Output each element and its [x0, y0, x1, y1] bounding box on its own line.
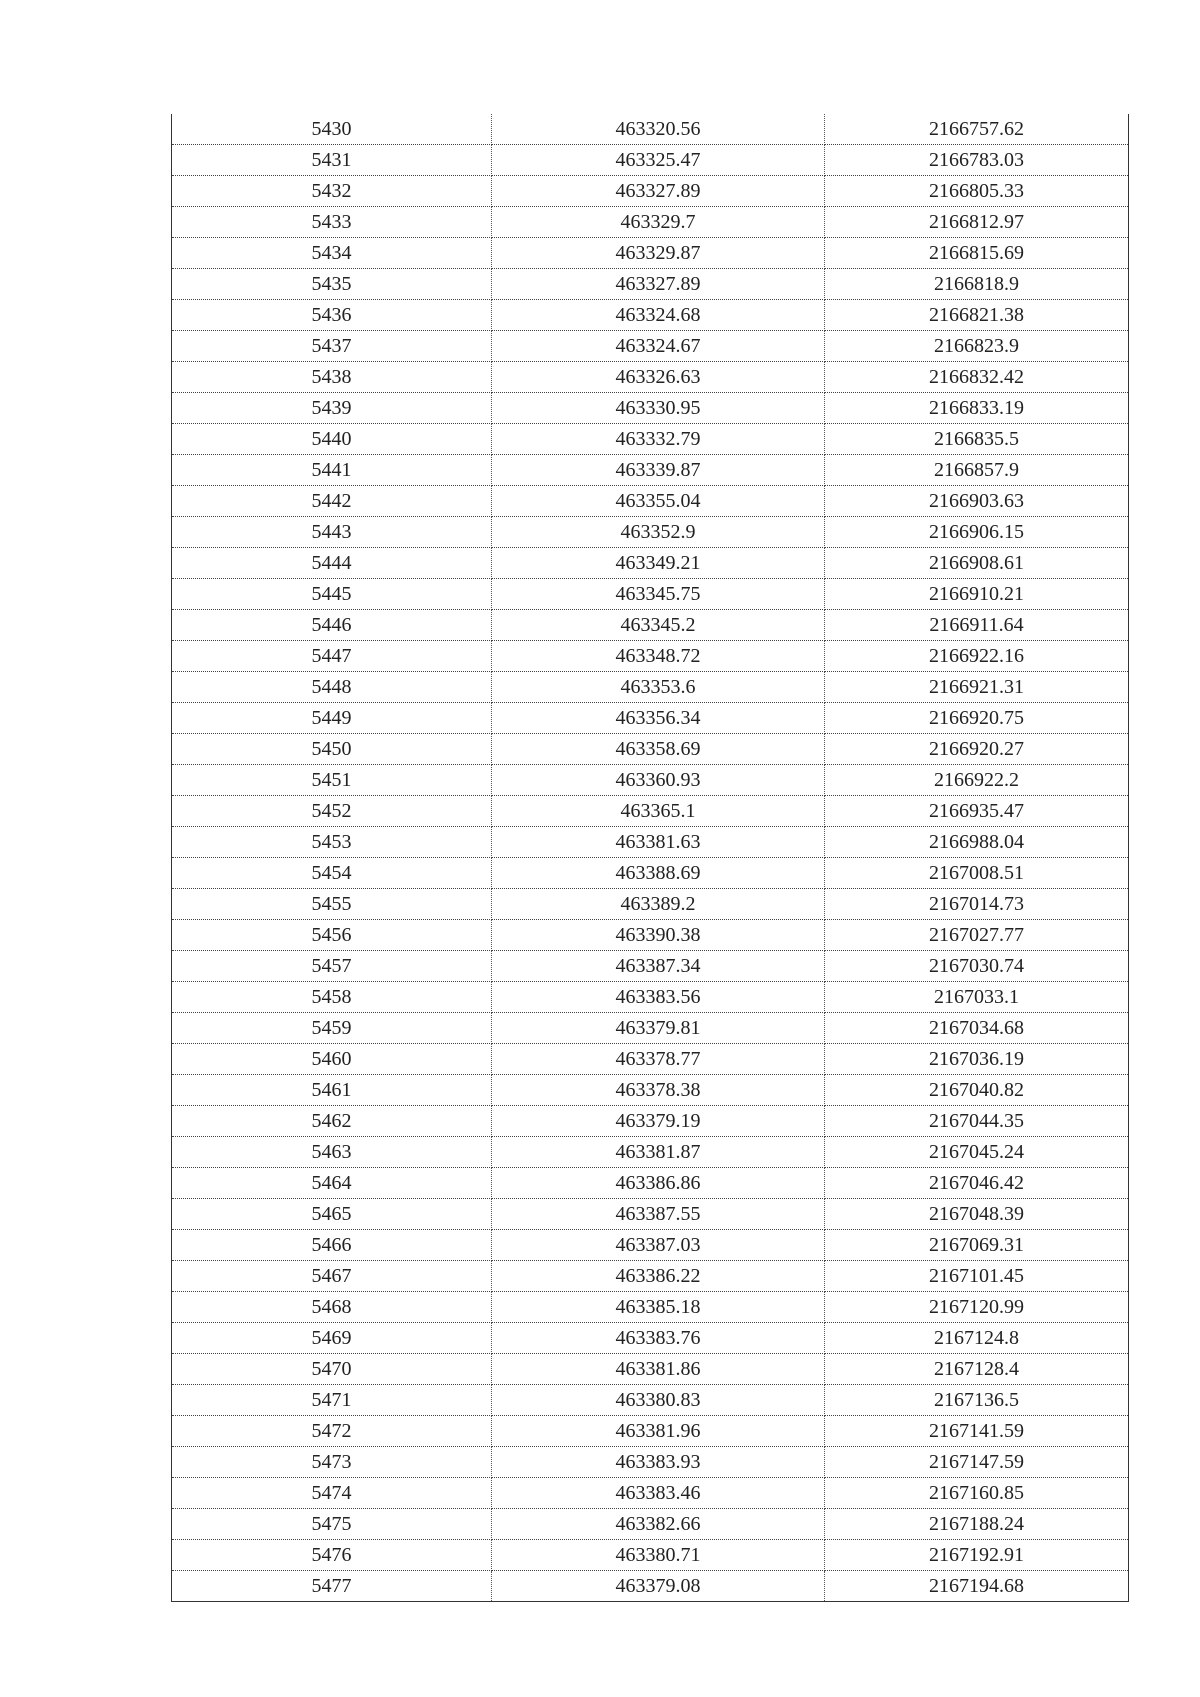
y-coordinate-cell: 2166832.42	[825, 362, 1129, 393]
table-row	[172, 300, 1129, 331]
point-id-cell: 5431	[172, 145, 492, 176]
x-coordinate-cell: 463378.38	[492, 1075, 825, 1106]
point-id-cell: 5459	[172, 1013, 492, 1044]
point-id-cell: 5444	[172, 548, 492, 579]
point-id-cell: 5467	[172, 1261, 492, 1292]
x-coordinate-cell: 463365.1	[492, 796, 825, 827]
y-coordinate-cell: 2166922.16	[825, 641, 1129, 672]
point-id-cell: 5463	[172, 1137, 492, 1168]
point-id-cell: 5464	[172, 1168, 492, 1199]
y-coordinate-cell: 2166935.47	[825, 796, 1129, 827]
x-coordinate-cell: 463330.95	[492, 393, 825, 424]
x-coordinate-cell: 463390.38	[492, 920, 825, 951]
x-coordinate-cell: 463355.04	[492, 486, 825, 517]
x-coordinate-cell: 463382.66	[492, 1509, 825, 1540]
point-id-cell: 5477	[172, 1571, 492, 1602]
point-id-cell: 5445	[172, 579, 492, 610]
point-id-cell: 5472	[172, 1416, 492, 1447]
x-coordinate-cell: 463385.18	[492, 1292, 825, 1323]
x-coordinate-cell: 463327.89	[492, 176, 825, 207]
point-id-cell: 5436	[172, 300, 492, 331]
point-id-cell: 5449	[172, 703, 492, 734]
x-coordinate-cell: 463387.55	[492, 1199, 825, 1230]
point-id-cell: 5458	[172, 982, 492, 1013]
y-coordinate-cell: 2167046.42	[825, 1168, 1129, 1199]
point-id-cell: 5438	[172, 362, 492, 393]
x-coordinate-cell: 463383.56	[492, 982, 825, 1013]
table-row	[172, 455, 1129, 486]
table-row	[172, 1106, 1129, 1137]
table-row	[172, 238, 1129, 269]
y-coordinate-cell: 2166835.5	[825, 424, 1129, 455]
x-coordinate-cell: 463380.71	[492, 1540, 825, 1571]
point-id-cell: 5456	[172, 920, 492, 951]
x-coordinate-cell: 463379.08	[492, 1571, 825, 1602]
y-coordinate-cell: 2167008.51	[825, 858, 1129, 889]
y-coordinate-cell: 2167030.74	[825, 951, 1129, 982]
table-row	[172, 579, 1129, 610]
y-coordinate-cell: 2167040.82	[825, 1075, 1129, 1106]
table-row	[172, 858, 1129, 889]
y-coordinate-cell: 2167069.31	[825, 1230, 1129, 1261]
x-coordinate-cell: 463345.2	[492, 610, 825, 641]
table-row	[172, 145, 1129, 176]
table-row	[172, 1137, 1129, 1168]
y-coordinate-cell: 2167147.59	[825, 1447, 1129, 1478]
y-coordinate-cell: 2167188.24	[825, 1509, 1129, 1540]
y-coordinate-cell: 2167194.68	[825, 1571, 1129, 1602]
point-id-cell: 5452	[172, 796, 492, 827]
point-id-cell: 5441	[172, 455, 492, 486]
y-coordinate-cell: 2166833.19	[825, 393, 1129, 424]
x-coordinate-cell: 463383.93	[492, 1447, 825, 1478]
table-row	[172, 207, 1129, 238]
x-coordinate-cell: 463356.34	[492, 703, 825, 734]
x-coordinate-cell: 463345.75	[492, 579, 825, 610]
y-coordinate-cell: 2166906.15	[825, 517, 1129, 548]
point-id-cell: 5430	[172, 114, 492, 145]
y-coordinate-cell: 2166821.38	[825, 300, 1129, 331]
y-coordinate-cell: 2166921.31	[825, 672, 1129, 703]
x-coordinate-cell: 463329.7	[492, 207, 825, 238]
table-row	[172, 796, 1129, 827]
table-row	[172, 548, 1129, 579]
x-coordinate-cell: 463381.86	[492, 1354, 825, 1385]
x-coordinate-cell: 463358.69	[492, 734, 825, 765]
x-coordinate-cell: 463324.67	[492, 331, 825, 362]
y-coordinate-cell: 2167033.1	[825, 982, 1129, 1013]
y-coordinate-cell: 2166823.9	[825, 331, 1129, 362]
x-coordinate-cell: 463327.89	[492, 269, 825, 300]
table-row	[172, 1323, 1129, 1354]
table-row	[172, 641, 1129, 672]
y-coordinate-cell: 2166903.63	[825, 486, 1129, 517]
point-id-cell: 5446	[172, 610, 492, 641]
table-row	[172, 1044, 1129, 1075]
coordinate-table-body	[172, 114, 1129, 1602]
x-coordinate-cell: 463379.81	[492, 1013, 825, 1044]
x-coordinate-cell: 463386.86	[492, 1168, 825, 1199]
table-row	[172, 331, 1129, 362]
y-coordinate-cell: 2166857.9	[825, 455, 1129, 486]
y-coordinate-cell: 2166908.61	[825, 548, 1129, 579]
x-coordinate-cell: 463332.79	[492, 424, 825, 455]
point-id-cell: 5442	[172, 486, 492, 517]
point-id-cell: 5439	[172, 393, 492, 424]
point-id-cell: 5435	[172, 269, 492, 300]
point-id-cell: 5468	[172, 1292, 492, 1323]
y-coordinate-cell: 2167128.4	[825, 1354, 1129, 1385]
point-id-cell: 5443	[172, 517, 492, 548]
x-coordinate-cell: 463360.93	[492, 765, 825, 796]
y-coordinate-cell: 2167141.59	[825, 1416, 1129, 1447]
table-row	[172, 393, 1129, 424]
point-id-cell: 5453	[172, 827, 492, 858]
y-coordinate-cell: 2166812.97	[825, 207, 1129, 238]
y-coordinate-cell: 2167124.8	[825, 1323, 1129, 1354]
table-row	[172, 765, 1129, 796]
point-id-cell: 5447	[172, 641, 492, 672]
x-coordinate-cell: 463329.87	[492, 238, 825, 269]
point-id-cell: 5476	[172, 1540, 492, 1571]
y-coordinate-cell: 2166815.69	[825, 238, 1129, 269]
x-coordinate-cell: 463383.46	[492, 1478, 825, 1509]
table-row	[172, 734, 1129, 765]
y-coordinate-cell: 2167044.35	[825, 1106, 1129, 1137]
y-coordinate-cell: 2166910.21	[825, 579, 1129, 610]
table-row	[172, 610, 1129, 641]
point-id-cell: 5448	[172, 672, 492, 703]
y-coordinate-cell: 2167192.91	[825, 1540, 1129, 1571]
y-coordinate-cell: 2166988.04	[825, 827, 1129, 858]
y-coordinate-cell: 2166818.9	[825, 269, 1129, 300]
point-id-cell: 5437	[172, 331, 492, 362]
table-row	[172, 517, 1129, 548]
y-coordinate-cell: 2167120.99	[825, 1292, 1129, 1323]
y-coordinate-cell: 2167045.24	[825, 1137, 1129, 1168]
table-row	[172, 1168, 1129, 1199]
table-row	[172, 1447, 1129, 1478]
y-coordinate-cell: 2166920.27	[825, 734, 1129, 765]
x-coordinate-cell: 463388.69	[492, 858, 825, 889]
point-id-cell: 5460	[172, 1044, 492, 1075]
x-coordinate-cell: 463339.87	[492, 455, 825, 486]
point-id-cell: 5433	[172, 207, 492, 238]
x-coordinate-cell: 463389.2	[492, 889, 825, 920]
table-row	[172, 951, 1129, 982]
x-coordinate-cell: 463386.22	[492, 1261, 825, 1292]
table-row	[172, 424, 1129, 455]
x-coordinate-cell: 463381.87	[492, 1137, 825, 1168]
y-coordinate-cell: 2166757.62	[825, 114, 1129, 145]
point-id-cell: 5434	[172, 238, 492, 269]
x-coordinate-cell: 463326.63	[492, 362, 825, 393]
x-coordinate-cell: 463324.68	[492, 300, 825, 331]
table-row	[172, 1540, 1129, 1571]
x-coordinate-cell: 463381.96	[492, 1416, 825, 1447]
x-coordinate-cell: 463387.34	[492, 951, 825, 982]
point-id-cell: 5465	[172, 1199, 492, 1230]
table-row	[172, 1199, 1129, 1230]
point-id-cell: 5451	[172, 765, 492, 796]
point-id-cell: 5432	[172, 176, 492, 207]
y-coordinate-cell: 2167101.45	[825, 1261, 1129, 1292]
point-id-cell: 5474	[172, 1478, 492, 1509]
y-coordinate-cell: 2167034.68	[825, 1013, 1129, 1044]
table-row	[172, 1075, 1129, 1106]
point-id-cell: 5471	[172, 1385, 492, 1416]
x-coordinate-cell: 463352.9	[492, 517, 825, 548]
table-row	[172, 1354, 1129, 1385]
table-row	[172, 176, 1129, 207]
x-coordinate-cell: 463348.72	[492, 641, 825, 672]
table-row	[172, 1416, 1129, 1447]
table-row	[172, 672, 1129, 703]
x-coordinate-cell: 463320.56	[492, 114, 825, 145]
point-id-cell: 5473	[172, 1447, 492, 1478]
table-row	[172, 1292, 1129, 1323]
table-row	[172, 1571, 1129, 1602]
table-row	[172, 920, 1129, 951]
table-row	[172, 1230, 1129, 1261]
point-id-cell: 5462	[172, 1106, 492, 1137]
table-row	[172, 1013, 1129, 1044]
table-row	[172, 889, 1129, 920]
table-row	[172, 269, 1129, 300]
x-coordinate-cell: 463378.77	[492, 1044, 825, 1075]
x-coordinate-cell: 463387.03	[492, 1230, 825, 1261]
x-coordinate-cell: 463349.21	[492, 548, 825, 579]
point-id-cell: 5450	[172, 734, 492, 765]
point-id-cell: 5469	[172, 1323, 492, 1354]
x-coordinate-cell: 463381.63	[492, 827, 825, 858]
table-row	[172, 827, 1129, 858]
point-id-cell: 5454	[172, 858, 492, 889]
y-coordinate-cell: 2166805.33	[825, 176, 1129, 207]
table-row	[172, 1385, 1129, 1416]
y-coordinate-cell: 2167136.5	[825, 1385, 1129, 1416]
coordinate-table	[171, 114, 1129, 1602]
x-coordinate-cell: 463325.47	[492, 145, 825, 176]
y-coordinate-cell: 2166783.03	[825, 145, 1129, 176]
y-coordinate-cell: 2167160.85	[825, 1478, 1129, 1509]
y-coordinate-cell: 2167048.39	[825, 1199, 1129, 1230]
table-row	[172, 362, 1129, 393]
y-coordinate-cell: 2166911.64	[825, 610, 1129, 641]
point-id-cell: 5466	[172, 1230, 492, 1261]
table-row	[172, 703, 1129, 734]
y-coordinate-cell: 2167036.19	[825, 1044, 1129, 1075]
table-row	[172, 1478, 1129, 1509]
table-row	[172, 114, 1129, 145]
y-coordinate-cell: 2167027.77	[825, 920, 1129, 951]
y-coordinate-cell: 2167014.73	[825, 889, 1129, 920]
point-id-cell: 5461	[172, 1075, 492, 1106]
x-coordinate-cell: 463379.19	[492, 1106, 825, 1137]
point-id-cell: 5440	[172, 424, 492, 455]
point-id-cell: 5457	[172, 951, 492, 982]
point-id-cell: 5470	[172, 1354, 492, 1385]
y-coordinate-cell: 2166922.2	[825, 765, 1129, 796]
table-row	[172, 982, 1129, 1013]
table-row	[172, 486, 1129, 517]
y-coordinate-cell: 2166920.75	[825, 703, 1129, 734]
table-row	[172, 1509, 1129, 1540]
table-row	[172, 1261, 1129, 1292]
x-coordinate-cell: 463353.6	[492, 672, 825, 703]
point-id-cell: 5475	[172, 1509, 492, 1540]
x-coordinate-cell: 463380.83	[492, 1385, 825, 1416]
point-id-cell: 5455	[172, 889, 492, 920]
x-coordinate-cell: 463383.76	[492, 1323, 825, 1354]
